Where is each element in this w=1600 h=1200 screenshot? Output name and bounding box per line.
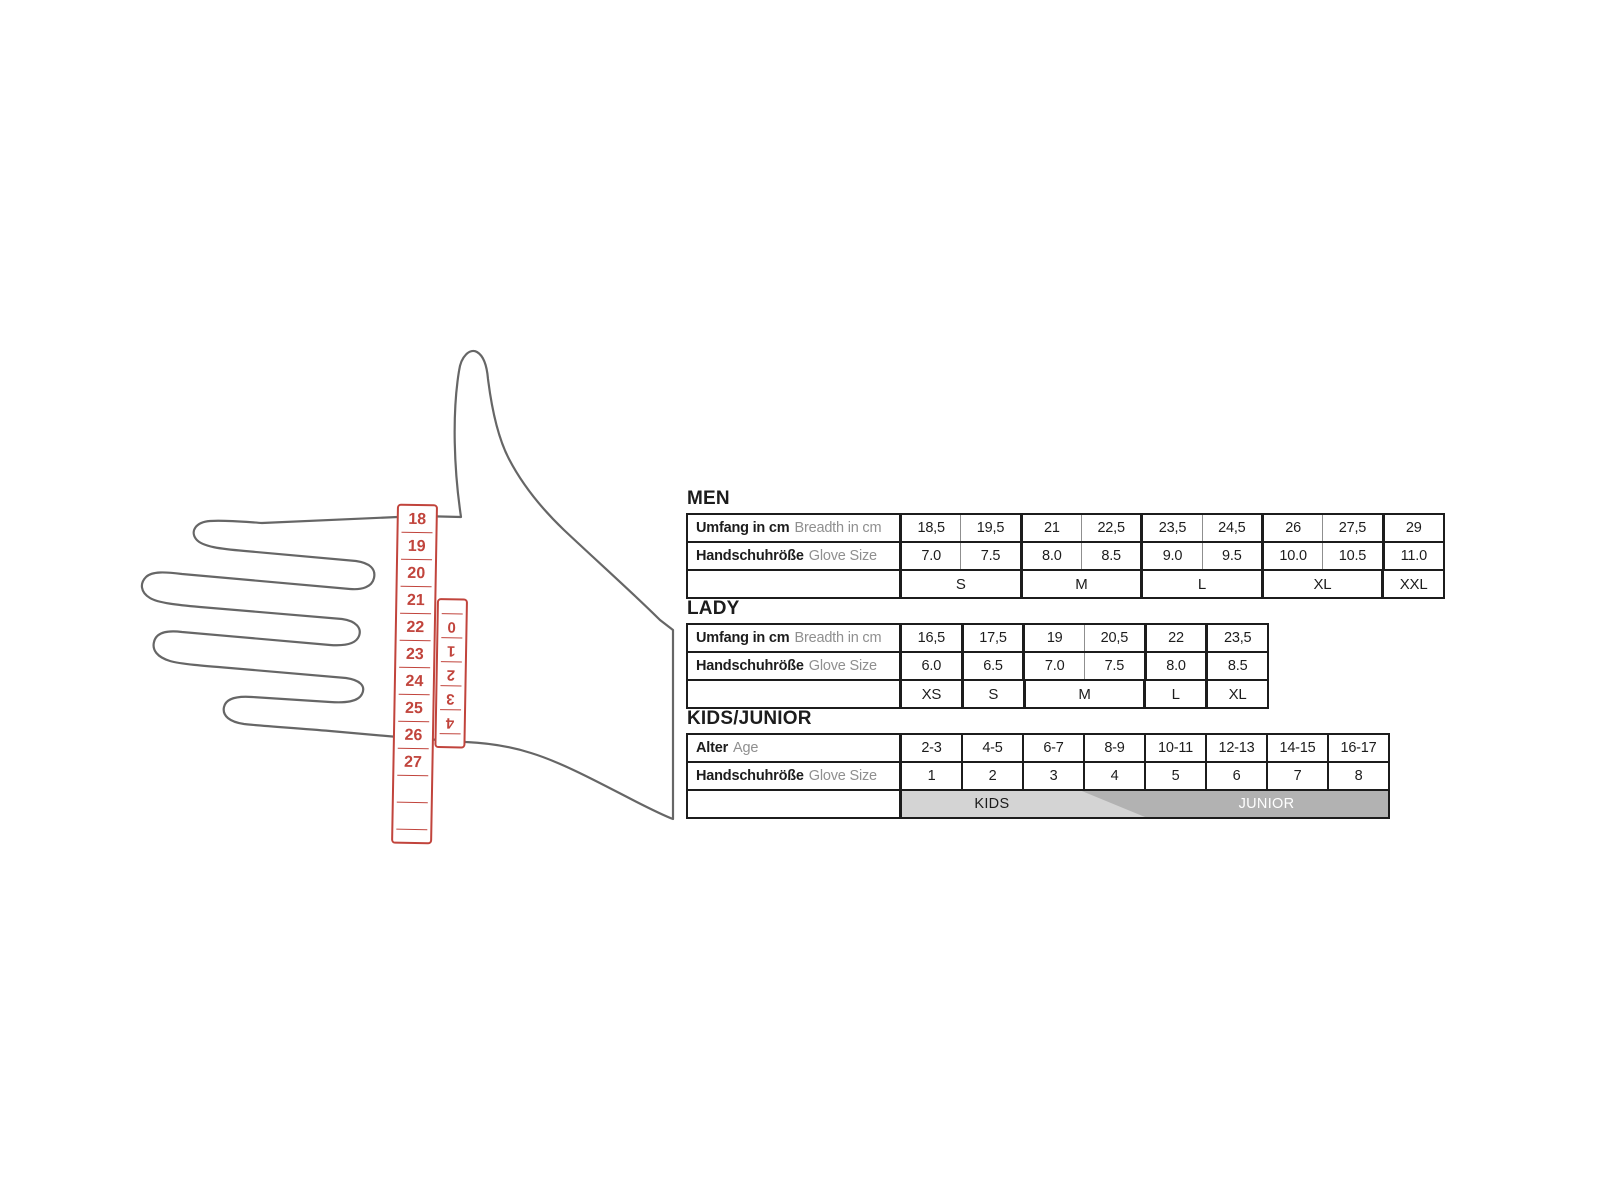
row-label (688, 625, 902, 651)
table-cell: 10.0 (1261, 543, 1322, 569)
table-row (688, 735, 1388, 761)
size-group-cell: XL (1261, 571, 1382, 597)
table-cell: 23,5 (1205, 625, 1267, 651)
size-group-row (688, 679, 1267, 707)
tape-number-inverted: 3 (446, 689, 456, 707)
table-cell: 6 (1205, 763, 1266, 789)
table-cell: 7.0 (1022, 653, 1084, 679)
tape-cell (437, 710, 464, 734)
table-cell: 2-3 (921, 740, 942, 756)
row-label-de: Alter (696, 740, 729, 756)
row-label-empty (688, 571, 902, 597)
table-cell: 7.5 (960, 543, 1019, 569)
tape-number: 21 (406, 591, 425, 609)
table-cell: 26 (1261, 515, 1322, 541)
size-group-cell: S (961, 681, 1023, 707)
table-cell: 7.5 (1084, 653, 1144, 679)
kids-junior-size-table (686, 733, 1390, 819)
tape-cell (395, 722, 432, 750)
kids-junior-band-row (688, 789, 1388, 817)
table-cell: 7.0 (921, 548, 941, 564)
lady-size-table (686, 623, 1269, 709)
row-label-de: Umfang in cm (696, 630, 790, 646)
row-label-en: Glove Size (808, 658, 877, 674)
size-group-cell: XS (921, 685, 942, 703)
row-label (688, 653, 902, 679)
tape-number: 19 (407, 537, 426, 555)
men-size-table (686, 513, 1445, 599)
table-cell: 8 (1327, 763, 1388, 789)
size-group-cell: S (955, 575, 966, 593)
row-label (688, 763, 902, 789)
tape-number-inverted: 4 (446, 713, 455, 731)
table-cell: 6.0 (921, 658, 942, 674)
table-row (688, 541, 1443, 569)
table-cell: 19,5 (960, 515, 1019, 541)
tape-cell (438, 638, 465, 662)
row-label-de: Umfang in cm (696, 520, 790, 536)
table-cell: 22 (1144, 625, 1206, 651)
kids-junior-table-title: KIDS/JUNIOR (687, 708, 812, 729)
table-row (688, 625, 1267, 651)
lady-table-title: LADY (687, 598, 740, 619)
table-cell: 3 (1022, 763, 1083, 789)
table-cell: 18,5 (917, 520, 945, 536)
tape-cell (397, 614, 434, 642)
tape-cell-blank (394, 776, 431, 804)
table-cell: 5 (1144, 763, 1205, 789)
tape-number-inverted: 1 (447, 641, 456, 659)
men-table-section (686, 488, 1445, 599)
row-label-de: Handschuhröße (696, 548, 804, 564)
table-row (688, 515, 1443, 541)
table-cell: 10.5 (1322, 543, 1381, 569)
table-cell: 4-5 (961, 735, 1022, 761)
tape-number-inverted: 2 (446, 665, 456, 683)
table-cell: 19 (1022, 625, 1084, 651)
tape-cell (398, 533, 435, 561)
tape-cell (395, 695, 432, 723)
tape-cell (396, 641, 433, 669)
tape-cell (438, 614, 465, 638)
tape-cell (396, 668, 433, 696)
size-group-cell: M (1020, 571, 1141, 597)
size-group-cell: M (1023, 681, 1144, 707)
row-label-empty (688, 791, 902, 817)
table-cell: 22,5 (1081, 515, 1140, 541)
size-group-cell: XXL (1381, 571, 1443, 597)
table-cell: 23,5 (1140, 515, 1201, 541)
tape-number: 20 (407, 564, 426, 582)
tape-number: 27 (403, 753, 423, 771)
table-cell: 8.0 (1020, 543, 1081, 569)
kids-junior-table-section (686, 708, 1390, 819)
table-cell: 7 (1266, 763, 1327, 789)
tape-cell-blank (439, 600, 466, 614)
tape-number: 26 (404, 726, 423, 744)
measuring-tape-main (391, 504, 438, 845)
tape-cell (437, 662, 464, 686)
table-cell: 8.5 (1081, 543, 1140, 569)
measuring-tape-side (434, 598, 468, 749)
row-label-de: Handschuhröße (696, 768, 804, 784)
tape-number: 18 (408, 510, 427, 528)
tape-cell-blank (393, 830, 430, 845)
size-group-row (688, 569, 1443, 597)
table-cell: 14-15 (1266, 735, 1327, 761)
row-label-empty (688, 681, 902, 707)
table-row (688, 761, 1388, 789)
table-cell: 6.5 (961, 653, 1023, 679)
size-group-cell: XL (1205, 681, 1267, 707)
tape-number: 24 (405, 672, 424, 690)
table-cell: 8.5 (1205, 653, 1267, 679)
table-cell: 10-11 (1144, 735, 1205, 761)
table-cell: 21 (1020, 515, 1081, 541)
row-label-de: Handschuhröße (696, 658, 804, 674)
table-cell: 6-7 (1022, 735, 1083, 761)
row-label-en: Breadth in cm (794, 520, 882, 536)
row-label-en: Glove Size (808, 548, 877, 564)
table-cell: 29 (1382, 515, 1443, 541)
tape-cell (394, 749, 431, 777)
row-label-en: Glove Size (808, 768, 877, 784)
row-label (688, 543, 902, 569)
table-cell: 20,5 (1084, 625, 1144, 651)
table-cell: 8-9 (1083, 735, 1144, 761)
kids-junior-band (902, 791, 1388, 817)
size-group-cell: L (1143, 681, 1205, 707)
size-group-cell: L (1140, 571, 1261, 597)
tape-cell (398, 560, 435, 588)
tape-cell (397, 587, 434, 615)
tape-cell (398, 506, 435, 534)
men-table-title: MEN (687, 488, 730, 509)
table-cell: 16,5 (917, 630, 946, 646)
tape-number: 23 (405, 645, 424, 663)
table-cell: 9.5 (1202, 543, 1261, 569)
table-cell: 11.0 (1382, 543, 1443, 569)
row-label-en: Age (733, 740, 759, 756)
row-label-en: Breadth in cm (794, 630, 882, 646)
table-cell: 4 (1083, 763, 1144, 789)
table-cell: 12-13 (1205, 735, 1266, 761)
row-label (688, 515, 902, 541)
lady-table-section (686, 598, 1269, 709)
table-cell: 1 (927, 768, 936, 784)
table-cell: 16-17 (1327, 735, 1388, 761)
table-cell: 17,5 (961, 625, 1023, 651)
tape-cell (437, 686, 464, 710)
tape-number-inverted: 0 (447, 617, 457, 635)
tape-number: 25 (404, 699, 423, 717)
table-cell: 2 (961, 763, 1022, 789)
tape-cell-blank (393, 803, 430, 831)
table-cell: 27,5 (1322, 515, 1381, 541)
kids-band-label: KIDS (974, 796, 1010, 812)
table-cell: 24,5 (1202, 515, 1261, 541)
junior-band-label: JUNIOR (1238, 796, 1295, 812)
tape-number: 22 (406, 618, 425, 636)
table-cell: 8.0 (1144, 653, 1206, 679)
row-label (688, 735, 902, 761)
table-cell: 9.0 (1140, 543, 1201, 569)
table-row (688, 651, 1267, 679)
